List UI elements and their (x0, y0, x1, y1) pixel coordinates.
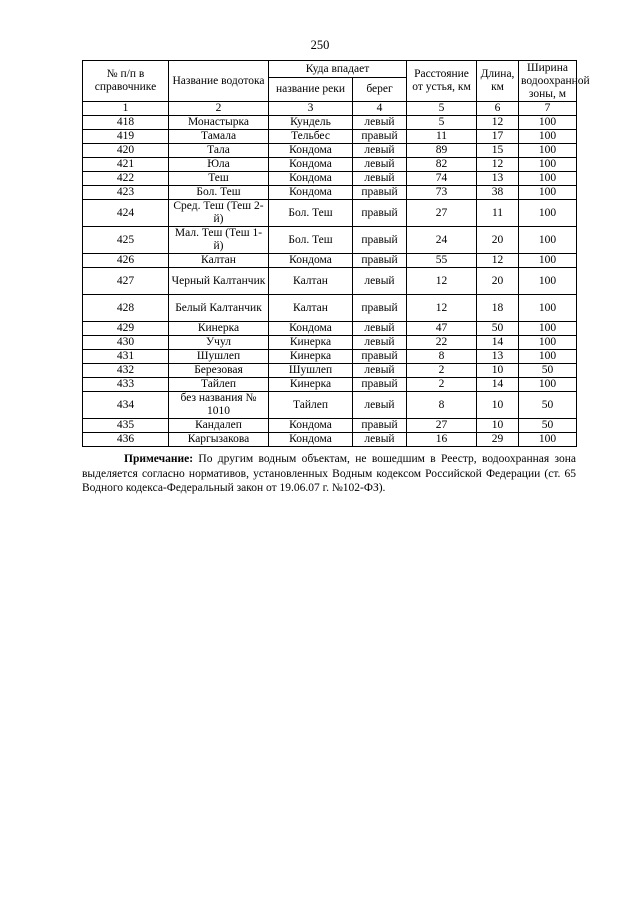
cell-width: 100 (519, 227, 577, 254)
table-row (83, 322, 577, 336)
table-row (83, 130, 577, 144)
cell-width: 100 (519, 130, 577, 144)
table-row (83, 378, 577, 392)
column-number: 7 (519, 102, 577, 116)
cell-width: 100 (519, 378, 577, 392)
cell-name: Черный Калтанчик (169, 268, 269, 295)
cell-width: 50 (519, 392, 577, 419)
cell-name: Кандалеп (169, 419, 269, 433)
cell-name: Теш (169, 172, 269, 186)
note-label: Примечание: (124, 453, 194, 465)
cell-width: 100 (519, 433, 577, 447)
cell-length: 12 (477, 254, 519, 268)
cell-river: Калтан (269, 295, 353, 322)
cell-name: Тайлеп (169, 378, 269, 392)
cell-name: Мал. Теш (Теш 1-й) (169, 227, 269, 254)
cell-length: 12 (477, 158, 519, 172)
cell-num: 435 (83, 419, 169, 433)
cell-bank: правый (353, 378, 407, 392)
cell-bank: левый (353, 144, 407, 158)
cell-distance: 2 (407, 364, 477, 378)
column-number: 4 (353, 102, 407, 116)
cell-width: 50 (519, 419, 577, 433)
cell-distance: 8 (407, 392, 477, 419)
watercourse-table (82, 60, 590, 447)
cell-bank: левый (353, 268, 407, 295)
cell-bank: левый (353, 364, 407, 378)
cell-bank: левый (353, 158, 407, 172)
cell-river: Кондома (269, 144, 353, 158)
cell-num: 423 (83, 186, 169, 200)
cell-num: 426 (83, 254, 169, 268)
cell-distance: 74 (407, 172, 477, 186)
cell-bank: правый (353, 200, 407, 227)
cell-distance: 12 (407, 268, 477, 295)
cell-width: 100 (519, 158, 577, 172)
table-row (83, 419, 577, 433)
cell-length: 20 (477, 227, 519, 254)
cell-name: Шушлеп (169, 350, 269, 364)
cell-width: 100 (519, 200, 577, 227)
cell-width: 100 (519, 144, 577, 158)
table-row (83, 200, 577, 227)
cell-num: 427 (83, 268, 169, 295)
cell-num: 421 (83, 158, 169, 172)
cell-name: без названия № 1010 (169, 392, 269, 419)
cell-river: Кондома (269, 322, 353, 336)
cell-name: Монастырка (169, 116, 269, 130)
cell-num: 434 (83, 392, 169, 419)
cell-num: 436 (83, 433, 169, 447)
cell-river: Кондома (269, 158, 353, 172)
cell-bank: правый (353, 254, 407, 268)
header-distance: Расстояние от устья, км (407, 61, 477, 102)
column-number-row (83, 102, 577, 116)
cell-width: 100 (519, 350, 577, 364)
cell-length: 10 (477, 419, 519, 433)
table-row (83, 392, 577, 419)
note (82, 452, 576, 496)
cell-length: 29 (477, 433, 519, 447)
cell-name: Учул (169, 336, 269, 350)
cell-name: Тамала (169, 130, 269, 144)
cell-num: 433 (83, 378, 169, 392)
cell-distance: 55 (407, 254, 477, 268)
cell-num: 420 (83, 144, 169, 158)
note-text: По другим водным объектам, не вошедшим в Реестр, водоохранная зона выделяется согласно нормативов, установленных Водным кодексом Российской Федерации (ст. 65 Водного кодекса-Федеральный закон от 19.06.07 г. №102-ФЗ). (82, 453, 576, 494)
cell-length: 15 (477, 144, 519, 158)
cell-width: 100 (519, 268, 577, 295)
cell-distance: 24 (407, 227, 477, 254)
cell-distance: 16 (407, 433, 477, 447)
cell-num: 425 (83, 227, 169, 254)
header-bank: берег (353, 78, 407, 102)
cell-name: Каргызакова (169, 433, 269, 447)
cell-river: Кинерка (269, 378, 353, 392)
cell-name: Сред. Теш (Теш 2-й) (169, 200, 269, 227)
cell-bank: левый (353, 172, 407, 186)
cell-length: 14 (477, 378, 519, 392)
cell-bank: левый (353, 392, 407, 419)
table-row (83, 116, 577, 130)
cell-num: 431 (83, 350, 169, 364)
cell-width: 100 (519, 322, 577, 336)
table-row (83, 295, 577, 322)
cell-river: Кондома (269, 419, 353, 433)
table-row (83, 254, 577, 268)
column-number: 3 (269, 102, 353, 116)
table-row (83, 433, 577, 447)
table-row (83, 186, 577, 200)
cell-width: 100 (519, 254, 577, 268)
cell-bank: левый (353, 116, 407, 130)
cell-num: 418 (83, 116, 169, 130)
cell-width: 50 (519, 364, 577, 378)
cell-bank: левый (353, 322, 407, 336)
cell-river: Кинерка (269, 336, 353, 350)
cell-river: Кинерка (269, 350, 353, 364)
cell-name: Березовая (169, 364, 269, 378)
cell-bank: правый (353, 227, 407, 254)
cell-distance: 22 (407, 336, 477, 350)
cell-distance: 82 (407, 158, 477, 172)
cell-river: Шушлеп (269, 364, 353, 378)
cell-distance: 27 (407, 419, 477, 433)
cell-width: 100 (519, 295, 577, 322)
header-width: Ширина водоохранной зоны, м (519, 61, 577, 102)
cell-width: 100 (519, 186, 577, 200)
table-row (83, 350, 577, 364)
cell-distance: 27 (407, 200, 477, 227)
cell-width: 100 (519, 172, 577, 186)
cell-length: 10 (477, 392, 519, 419)
column-number: 2 (169, 102, 269, 116)
table-row (83, 336, 577, 350)
cell-name: Белый Калтанчик (169, 295, 269, 322)
cell-length: 13 (477, 172, 519, 186)
cell-distance: 11 (407, 130, 477, 144)
header-flows-into: Куда впадает (269, 61, 407, 78)
cell-num: 424 (83, 200, 169, 227)
cell-length: 12 (477, 116, 519, 130)
header-length: Длина, км (477, 61, 519, 102)
page-number: 250 (310, 38, 330, 52)
cell-distance: 5 (407, 116, 477, 130)
cell-distance: 12 (407, 295, 477, 322)
cell-length: 18 (477, 295, 519, 322)
cell-river: Калтан (269, 268, 353, 295)
cell-length: 17 (477, 130, 519, 144)
cell-bank: правый (353, 130, 407, 144)
cell-distance: 47 (407, 322, 477, 336)
column-number: 1 (83, 102, 169, 116)
cell-length: 38 (477, 186, 519, 200)
cell-width: 100 (519, 116, 577, 130)
header-num: № п/п в справочнике (83, 61, 169, 102)
cell-bank: правый (353, 350, 407, 364)
table-row (83, 144, 577, 158)
cell-river: Кондома (269, 254, 353, 268)
column-number: 5 (407, 102, 477, 116)
cell-length: 13 (477, 350, 519, 364)
cell-num: 428 (83, 295, 169, 322)
cell-distance: 2 (407, 378, 477, 392)
cell-width: 100 (519, 336, 577, 350)
cell-length: 50 (477, 322, 519, 336)
cell-length: 14 (477, 336, 519, 350)
cell-num: 419 (83, 130, 169, 144)
header-name: Название водотока (169, 61, 269, 102)
cell-distance: 8 (407, 350, 477, 364)
header-river-name: название реки (269, 78, 353, 102)
cell-river: Тайлеп (269, 392, 353, 419)
cell-river: Бол. Теш (269, 227, 353, 254)
cell-river: Кондома (269, 186, 353, 200)
cell-bank: правый (353, 186, 407, 200)
cell-bank: правый (353, 419, 407, 433)
cell-bank: левый (353, 433, 407, 447)
table-row (83, 172, 577, 186)
cell-bank: правый (353, 295, 407, 322)
cell-river: Кондома (269, 172, 353, 186)
table-row (83, 364, 577, 378)
cell-river: Бол. Теш (269, 200, 353, 227)
cell-river: Кондома (269, 433, 353, 447)
cell-distance: 73 (407, 186, 477, 200)
cell-num: 430 (83, 336, 169, 350)
cell-name: Тала (169, 144, 269, 158)
cell-name: Юла (169, 158, 269, 172)
cell-length: 10 (477, 364, 519, 378)
cell-name: Кинерка (169, 322, 269, 336)
cell-name: Бол. Теш (169, 186, 269, 200)
cell-bank: левый (353, 336, 407, 350)
cell-river: Кундель (269, 116, 353, 130)
cell-length: 20 (477, 268, 519, 295)
cell-river: Тельбес (269, 130, 353, 144)
cell-num: 422 (83, 172, 169, 186)
column-number: 6 (477, 102, 519, 116)
cell-distance: 89 (407, 144, 477, 158)
table-row (83, 227, 577, 254)
table-row (83, 268, 577, 295)
table-row (83, 158, 577, 172)
cell-name: Калтан (169, 254, 269, 268)
cell-length: 11 (477, 200, 519, 227)
cell-num: 429 (83, 322, 169, 336)
cell-num: 432 (83, 364, 169, 378)
